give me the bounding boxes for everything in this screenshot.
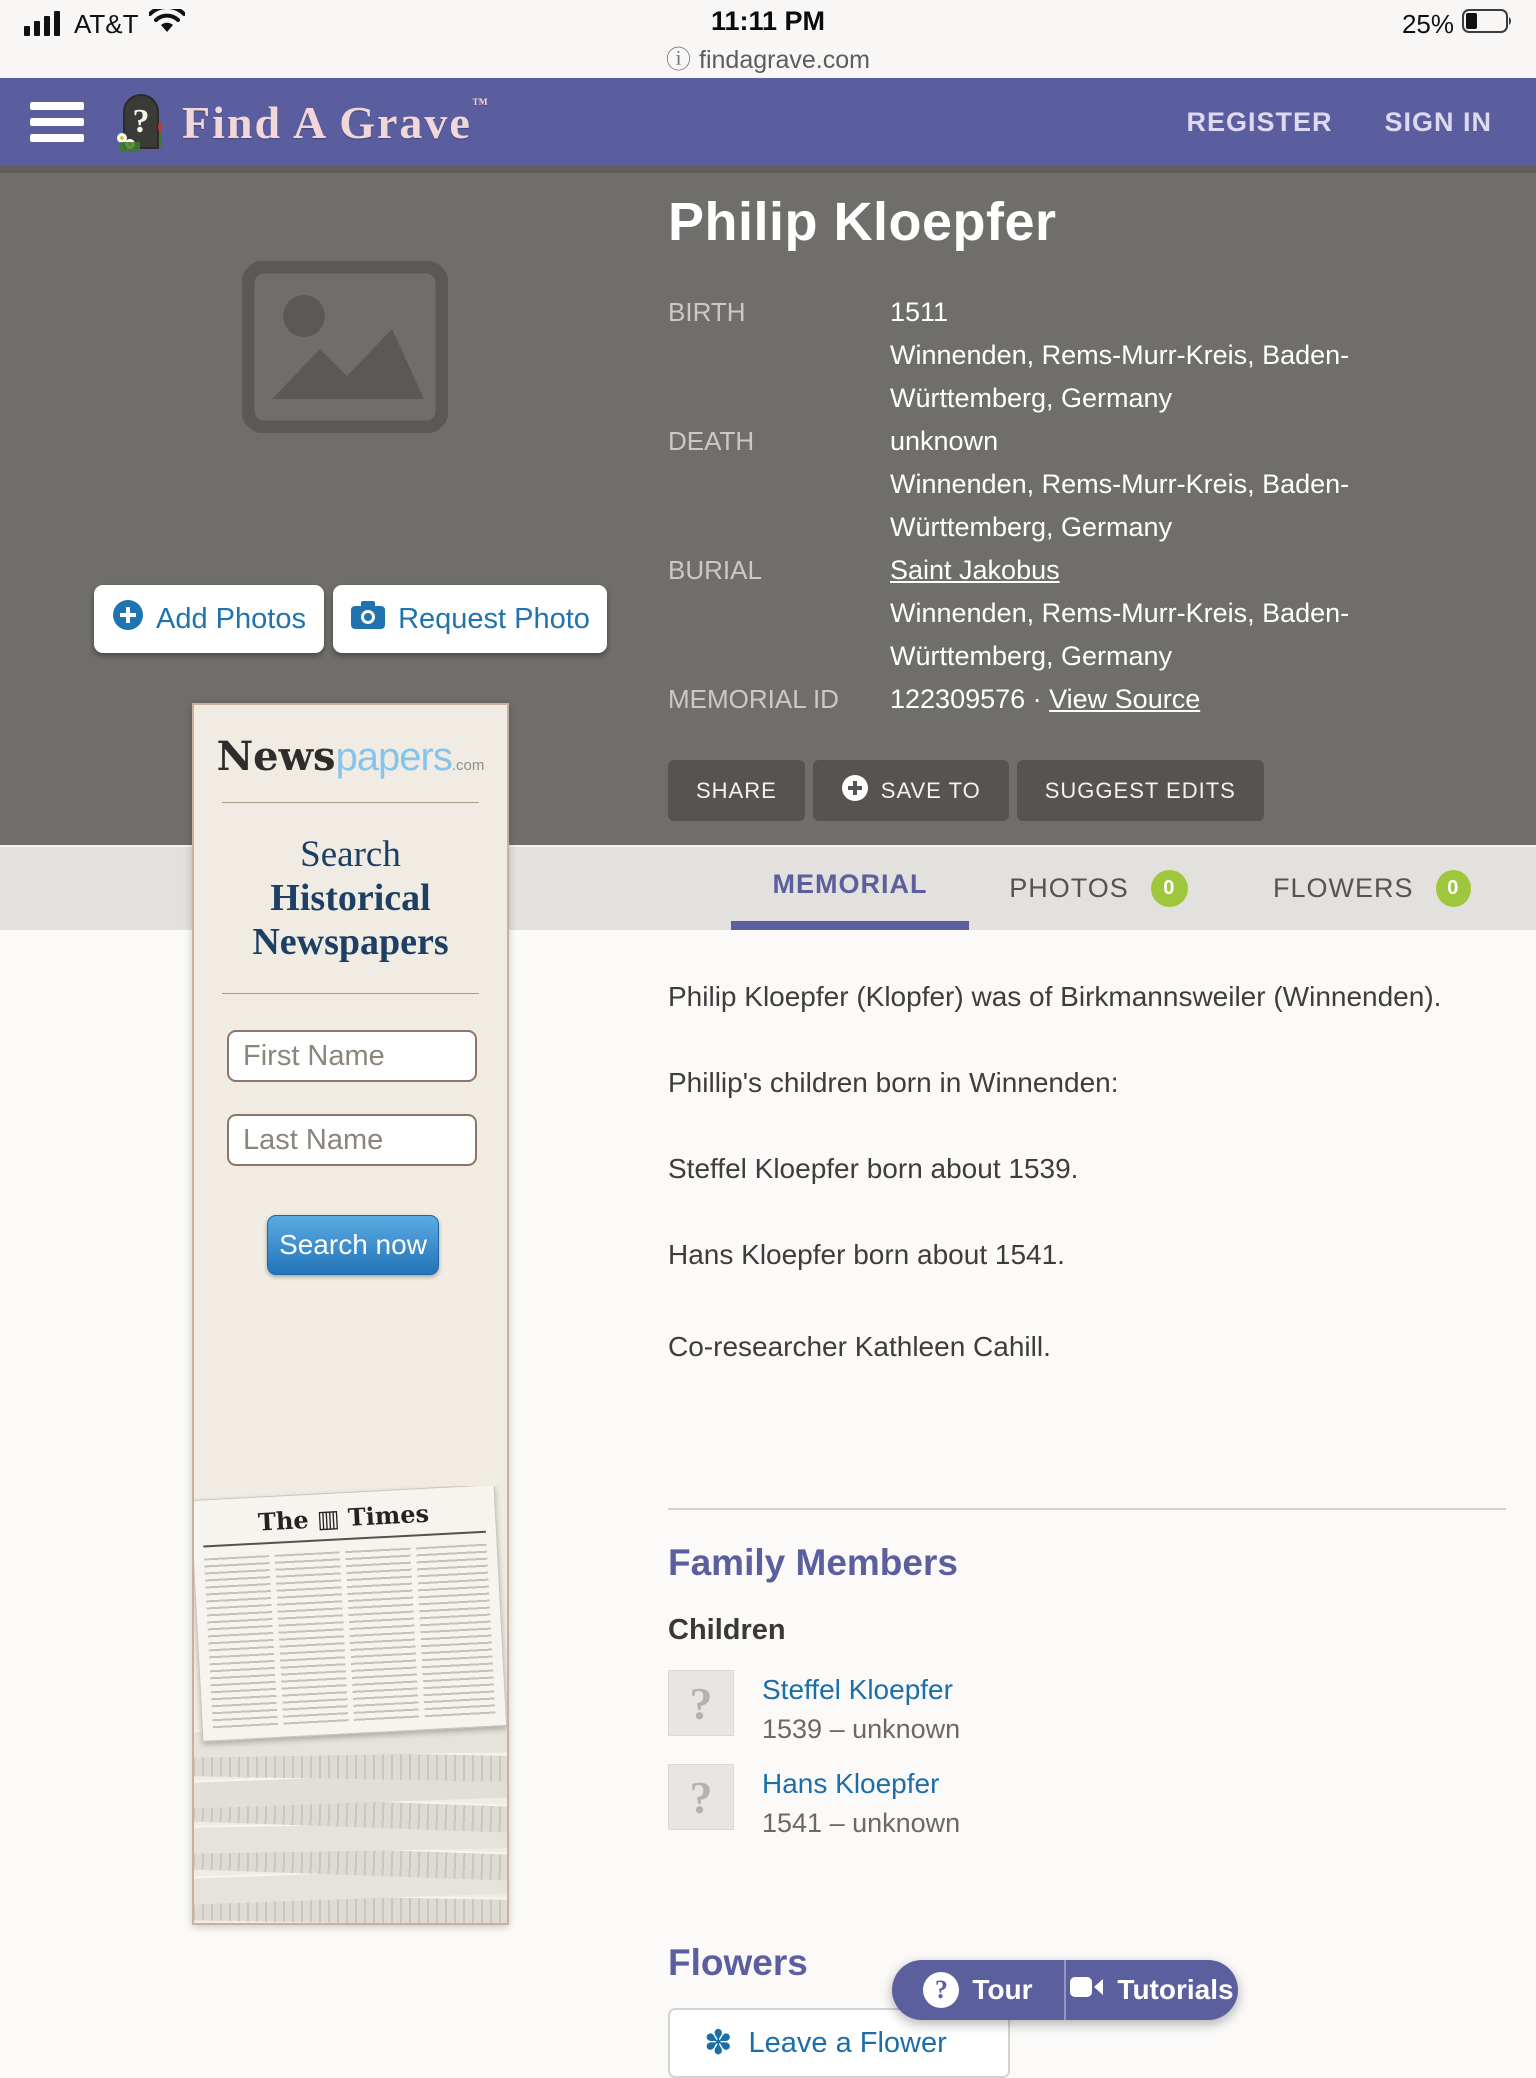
save-to-label: SAVE TO xyxy=(880,777,981,803)
tombstone-icon xyxy=(114,86,170,159)
question-mark-icon: ? xyxy=(923,1972,959,2008)
search-now-button[interactable] xyxy=(267,1215,439,1275)
memorial-id-label: MEMORIAL ID xyxy=(668,684,839,714)
family-member-dates: 1541 – unknown xyxy=(762,1808,961,1838)
masthead-the: The xyxy=(257,1504,310,1537)
camera-icon xyxy=(350,600,386,638)
plus-circle-icon xyxy=(112,599,144,639)
newspapers-logo-news: News xyxy=(216,733,336,780)
masthead-times: Times xyxy=(347,1498,430,1532)
tab-memorial[interactable] xyxy=(731,847,969,930)
memorial-id-value: 122309576 · xyxy=(890,684,1050,714)
burial-place-line2: Württemberg, Germany xyxy=(890,641,1173,671)
section-divider xyxy=(668,1508,1506,1510)
last-name-input[interactable] xyxy=(227,1114,477,1166)
birth-year: 1511 xyxy=(890,297,949,327)
trademark-symbol: ™ xyxy=(471,96,490,113)
save-to-button[interactable] xyxy=(813,760,1009,821)
battery-icon xyxy=(1462,8,1514,41)
family-member-row xyxy=(668,1764,960,1839)
search-now-label: Search now xyxy=(279,1229,427,1260)
tutorials-label: Tutorials xyxy=(1117,1974,1234,2005)
clock: 11:11 PM xyxy=(710,6,826,36)
death-value: unknown xyxy=(890,426,999,456)
bio-paragraph: Hans Kloepfer born about 1541. xyxy=(668,1239,1065,1270)
carrier-label: AT&T xyxy=(74,9,139,39)
tab-flowers[interactable] xyxy=(1273,847,1471,930)
tab-photos[interactable] xyxy=(1006,847,1191,930)
death-place-line1: Winnenden, Rems-Murr-Kreis, Baden- xyxy=(890,469,1350,499)
bio-paragraph: Phillip's children born in Winnenden: xyxy=(668,1067,1119,1098)
ad-headline-line2: Historical xyxy=(270,877,431,919)
family-member-link[interactable]: Steffel Kloepfer xyxy=(762,1674,953,1705)
add-photos-label: Add Photos xyxy=(156,602,306,635)
view-source-link[interactable]: View Source xyxy=(1049,684,1201,714)
ad-headline-line3: Newspapers xyxy=(252,921,449,963)
tour-button[interactable] xyxy=(892,1960,1064,2020)
register-link[interactable]: REGISTER xyxy=(1186,106,1333,137)
family-members-heading: Family Members xyxy=(668,1542,958,1583)
battery-percent: 25% xyxy=(1401,9,1454,39)
leave-a-flower-label: Leave a Flower xyxy=(748,2026,947,2059)
menu-icon[interactable] xyxy=(30,102,84,142)
tab-flowers-label: FLOWERS xyxy=(1273,873,1414,903)
death-place-line2: Württemberg, Germany xyxy=(890,512,1173,542)
birth-label: BIRTH xyxy=(668,297,746,327)
question-mark-avatar[interactable]: ? xyxy=(668,1670,734,1736)
children-group-label: Children xyxy=(668,1614,786,1646)
suggest-edits-button[interactable] xyxy=(1017,760,1264,821)
ad-divider xyxy=(222,993,479,994)
tutorials-button[interactable] xyxy=(1066,1960,1238,2020)
question-mark-avatar[interactable]: ? xyxy=(668,1764,734,1830)
bio-paragraph: Philip Kloepfer (Klopfer) was of Birkmannsweiler (Winnenden). xyxy=(668,981,1442,1012)
burial-label: BURIAL xyxy=(668,555,762,585)
ios-status-bar xyxy=(0,0,1536,78)
flowers-count-badge: 0 xyxy=(1436,870,1471,907)
add-photos-button[interactable] xyxy=(94,585,324,653)
family-member-link[interactable]: Hans Kloepfer xyxy=(762,1768,940,1799)
death-label: DEATH xyxy=(668,426,755,456)
burial-place-line1: Winnenden, Rems-Murr-Kreis, Baden- xyxy=(890,598,1350,628)
memorial-bio xyxy=(668,982,1488,1418)
birth-place-line1: Winnenden, Rems-Murr-Kreis, Baden- xyxy=(890,340,1350,370)
newspaper-front-page: The ▥ Times xyxy=(194,1486,507,1742)
sign-in-link[interactable]: SIGN IN xyxy=(1384,106,1492,137)
plus-circle-icon xyxy=(841,774,869,808)
burial-cemetery-link[interactable]: Saint Jakobus xyxy=(890,555,1060,585)
memorial-facts xyxy=(668,291,1428,721)
tour-label: Tour xyxy=(972,1974,1033,2005)
flower-icon: ✽ xyxy=(704,2024,733,2062)
help-fab xyxy=(892,1960,1238,2020)
birth-place-line2: Württemberg, Germany xyxy=(890,383,1173,413)
newspapers-logo-com: .com xyxy=(451,757,485,774)
site-header xyxy=(0,78,1536,166)
photos-count-badge: 0 xyxy=(1151,870,1188,907)
memorial-name-title: Philip Kloepfer xyxy=(668,192,1057,252)
newspapers-ad[interactable] xyxy=(192,703,509,1925)
newspapers-logo xyxy=(194,733,507,780)
bio-paragraph: Steffel Kloepfer born about 1539. xyxy=(668,1153,1079,1184)
share-button[interactable] xyxy=(668,760,805,821)
newspapers-logo-papers: papers xyxy=(335,735,452,779)
bio-paragraph: Co-researcher Kathleen Cahill. xyxy=(668,1331,1051,1362)
brand-wordmark: Find A Grave™ xyxy=(182,96,490,148)
first-name-input[interactable] xyxy=(227,1030,477,1082)
svg-text:?: ? xyxy=(132,103,150,140)
url-text: findagrave.com xyxy=(699,46,870,74)
tab-memorial-label: MEMORIAL xyxy=(772,868,928,899)
video-camera-icon xyxy=(1070,1974,1104,2006)
ad-headline-line1: Search xyxy=(300,834,401,875)
flowers-heading: Flowers xyxy=(668,1942,808,1983)
suggest-edits-label: SUGGEST EDITS xyxy=(1044,777,1236,803)
request-photo-button[interactable] xyxy=(333,585,607,653)
browser-url-bar[interactable] xyxy=(0,40,1536,76)
request-photo-label: Request Photo xyxy=(398,602,590,635)
tab-photos-label: PHOTOS xyxy=(1009,873,1129,903)
info-icon: ⓘ xyxy=(666,46,692,74)
family-member-row xyxy=(668,1670,960,1745)
family-member-dates: 1539 – unknown xyxy=(762,1714,961,1744)
ad-headline xyxy=(194,833,507,964)
ad-divider xyxy=(222,802,479,803)
photo-placeholder-icon xyxy=(242,261,448,438)
find-a-grave-logo[interactable] xyxy=(114,86,490,159)
share-label: SHARE xyxy=(696,777,777,803)
stacked-newspapers-image xyxy=(194,1486,507,1923)
